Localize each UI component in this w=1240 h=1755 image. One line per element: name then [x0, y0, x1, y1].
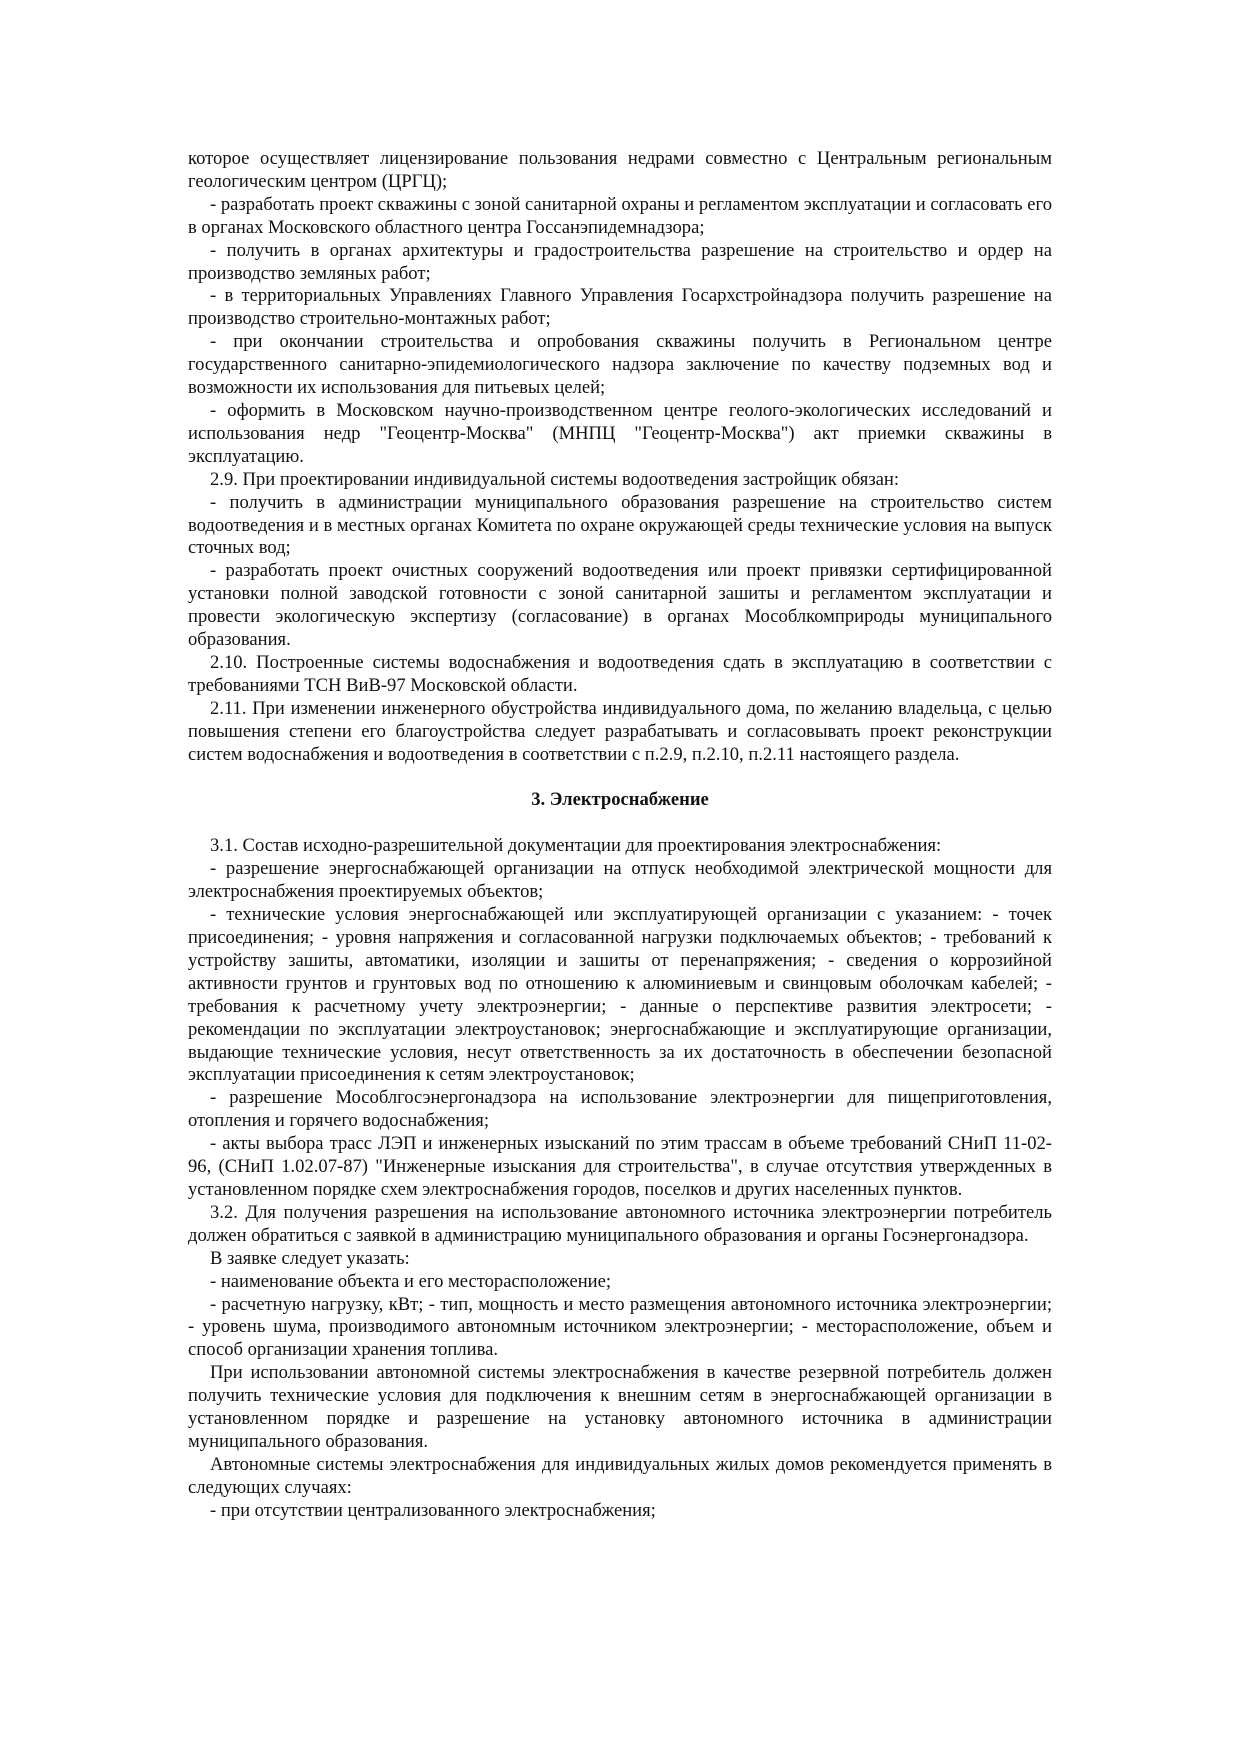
paragraph-5: - при окончании строительства и опробования скважины получить в Региональном центре государственного санитарно-эпидемиологического надзора заключение по качеству подземных вод и возможности их использования для питьевых целей; [188, 331, 1052, 399]
paragraph-13: - разрешение энергоснабжающей организации на отпуск необходимой электрической мощности для электроснабжения проектируемых объектов; [188, 858, 1052, 903]
paragraph-18: В заявке следует указать: [210, 1247, 410, 1269]
paragraph-3: - получить в органах архитектуры и градостроительства разрешение на строительство и ордер на производство земляных работ; [188, 239, 1052, 284]
paragraph-2: - разработать проект скважины с зоной санитарной охраны и регламентом эксплуатации и согласовать его в органах Московского областного центра Госсанэпидемнадзора; [188, 193, 1052, 238]
paragraph-4: - в территориальных Управлениях Главного Управления Госархстройнадзора получить разрешение на производство строительно-монтажных работ; [188, 285, 1052, 330]
paragraph-11: 2.11. При изменении инженерного обустройства индивидуального дома, по желанию владельца, с целью повышения степени его благоустройства следует разрабатывать и согласовывать проект реконструкции систем водоснабжения и водоотведения в соответствии с п.2.9, п.2.10, п.2.11 настоящего раздела. [188, 697, 1052, 765]
paragraph-9: - разработать проект очистных сооружений водоотведения или проект привязки сертифицированной установки полной заводской готовности с зоной санитарной зашиты и регламентом эксплуатации и провести экологическую экспертизу (согласование) в органах Мособлкомприроды муниципального образования. [188, 560, 1052, 651]
paragraph-15: - разрешение Мособлгосэнергонадзора на использование электроэнергии для пищеприготовления, отопления и горячего водоснабжения; [188, 1087, 1052, 1132]
paragraph-17: 3.2. Для получения разрешения на использование автономного источника электроэнергии потребитель должен обратиться с заявкой в администрацию муниципального образования и органы Госэнергонадзора. [188, 1201, 1052, 1246]
paragraph-20: - расчетную нагрузку, кВт; - тип, мощность и место размещения автономного источника электроэнергии; - уровень шума, производимого автономным источником электроэнергии; - месторасположение, объем и способ организации хранения топлива. [188, 1293, 1052, 1361]
section-heading: 3. Электроснабжение [531, 789, 709, 811]
paragraph-1: которое осуществляет лицензирование пользования недрами совместно с Центральным региональным геологическим центром (ЦРГЦ); [188, 148, 1052, 192]
paragraph-23: - при отсутствии централизованного электроснабжения; [210, 1499, 656, 1521]
paragraph-6: - оформить в Московском научно-производственном центре геолого-экологических исследований и использования недр "Геоцентр-Москва" (МНПЦ "Геоцентр-Москва") акт приемки скважины в эксплуатацию. [188, 399, 1052, 467]
document-page [188, 148, 1052, 1523]
paragraph-7: 2.9. При проектировании индивидуальной системы водоотведения застройщик обязан: [210, 468, 900, 490]
paragraph-8: - получить в администрации муниципального образования разрешение на строительство систем водоотведения и в местных органах Комитета по охране окружающей среды технические условия на выпуск сточных вод; [188, 491, 1052, 559]
paragraph-10: 2.10. Построенные системы водоснабжения и водоотведения сдать в эксплуатацию в соответствии с требованиями ТСН ВиВ-97 Московской области. [188, 651, 1052, 696]
paragraph-21: При использовании автономной системы электроснабжения в качестве резервной потребитель должен получить технические условия для подключения к внешним сетям в энергоснабжающей организации в установленном порядке и разрешение на установку автономного источника в администрации муниципального образования. [188, 1362, 1052, 1452]
paragraph-16: - акты выбора трасс ЛЭП и инженерных изысканий по этим трассам в объеме требований СНиП 11-02-96, (СНиП 1.02.07-87) "Инженерные изыскания для строительства", в случае отсутствия утвержденных в установленном порядке схем электроснабжения городов, поселков и других населенных пунктов. [188, 1133, 1052, 1200]
paragraph-14: - технические условия энергоснабжающей или эксплуатирующей организации с указанием: - точек присоединения; - уровня напряжения и согласованной нагрузки подключаемых объектов; - требований к устройству зашиты, автоматики, изоляции и зашиты от перенапряжения; - сведения о коррозийной активности грунтов и грунтовых вод по отношению к алюминиевым и свинцовым оболочкам кабелей; - требования к расчетному учету электроэнергии; - данные о перспективе развития электросети; - рекомендации по эксплуатации электроустановок; энергоснабжающие и эксплуатирующие организации, выдающие технические условия, несут ответственность за их достаточность в обеспечении безопасной эксплуатации присоединения к сетям электроустановок; [188, 904, 1052, 1086]
paragraph-12: 3.1. Состав исходно-разрешительной документации для проектирования электроснабжения: [210, 835, 942, 857]
paragraph-19: - наименование объекта и его месторасположение; [210, 1270, 612, 1292]
paragraph-22: Автономные системы электроснабжения для индивидуальных жилых домов рекомендуется применять в следующих случаях: [188, 1453, 1052, 1498]
